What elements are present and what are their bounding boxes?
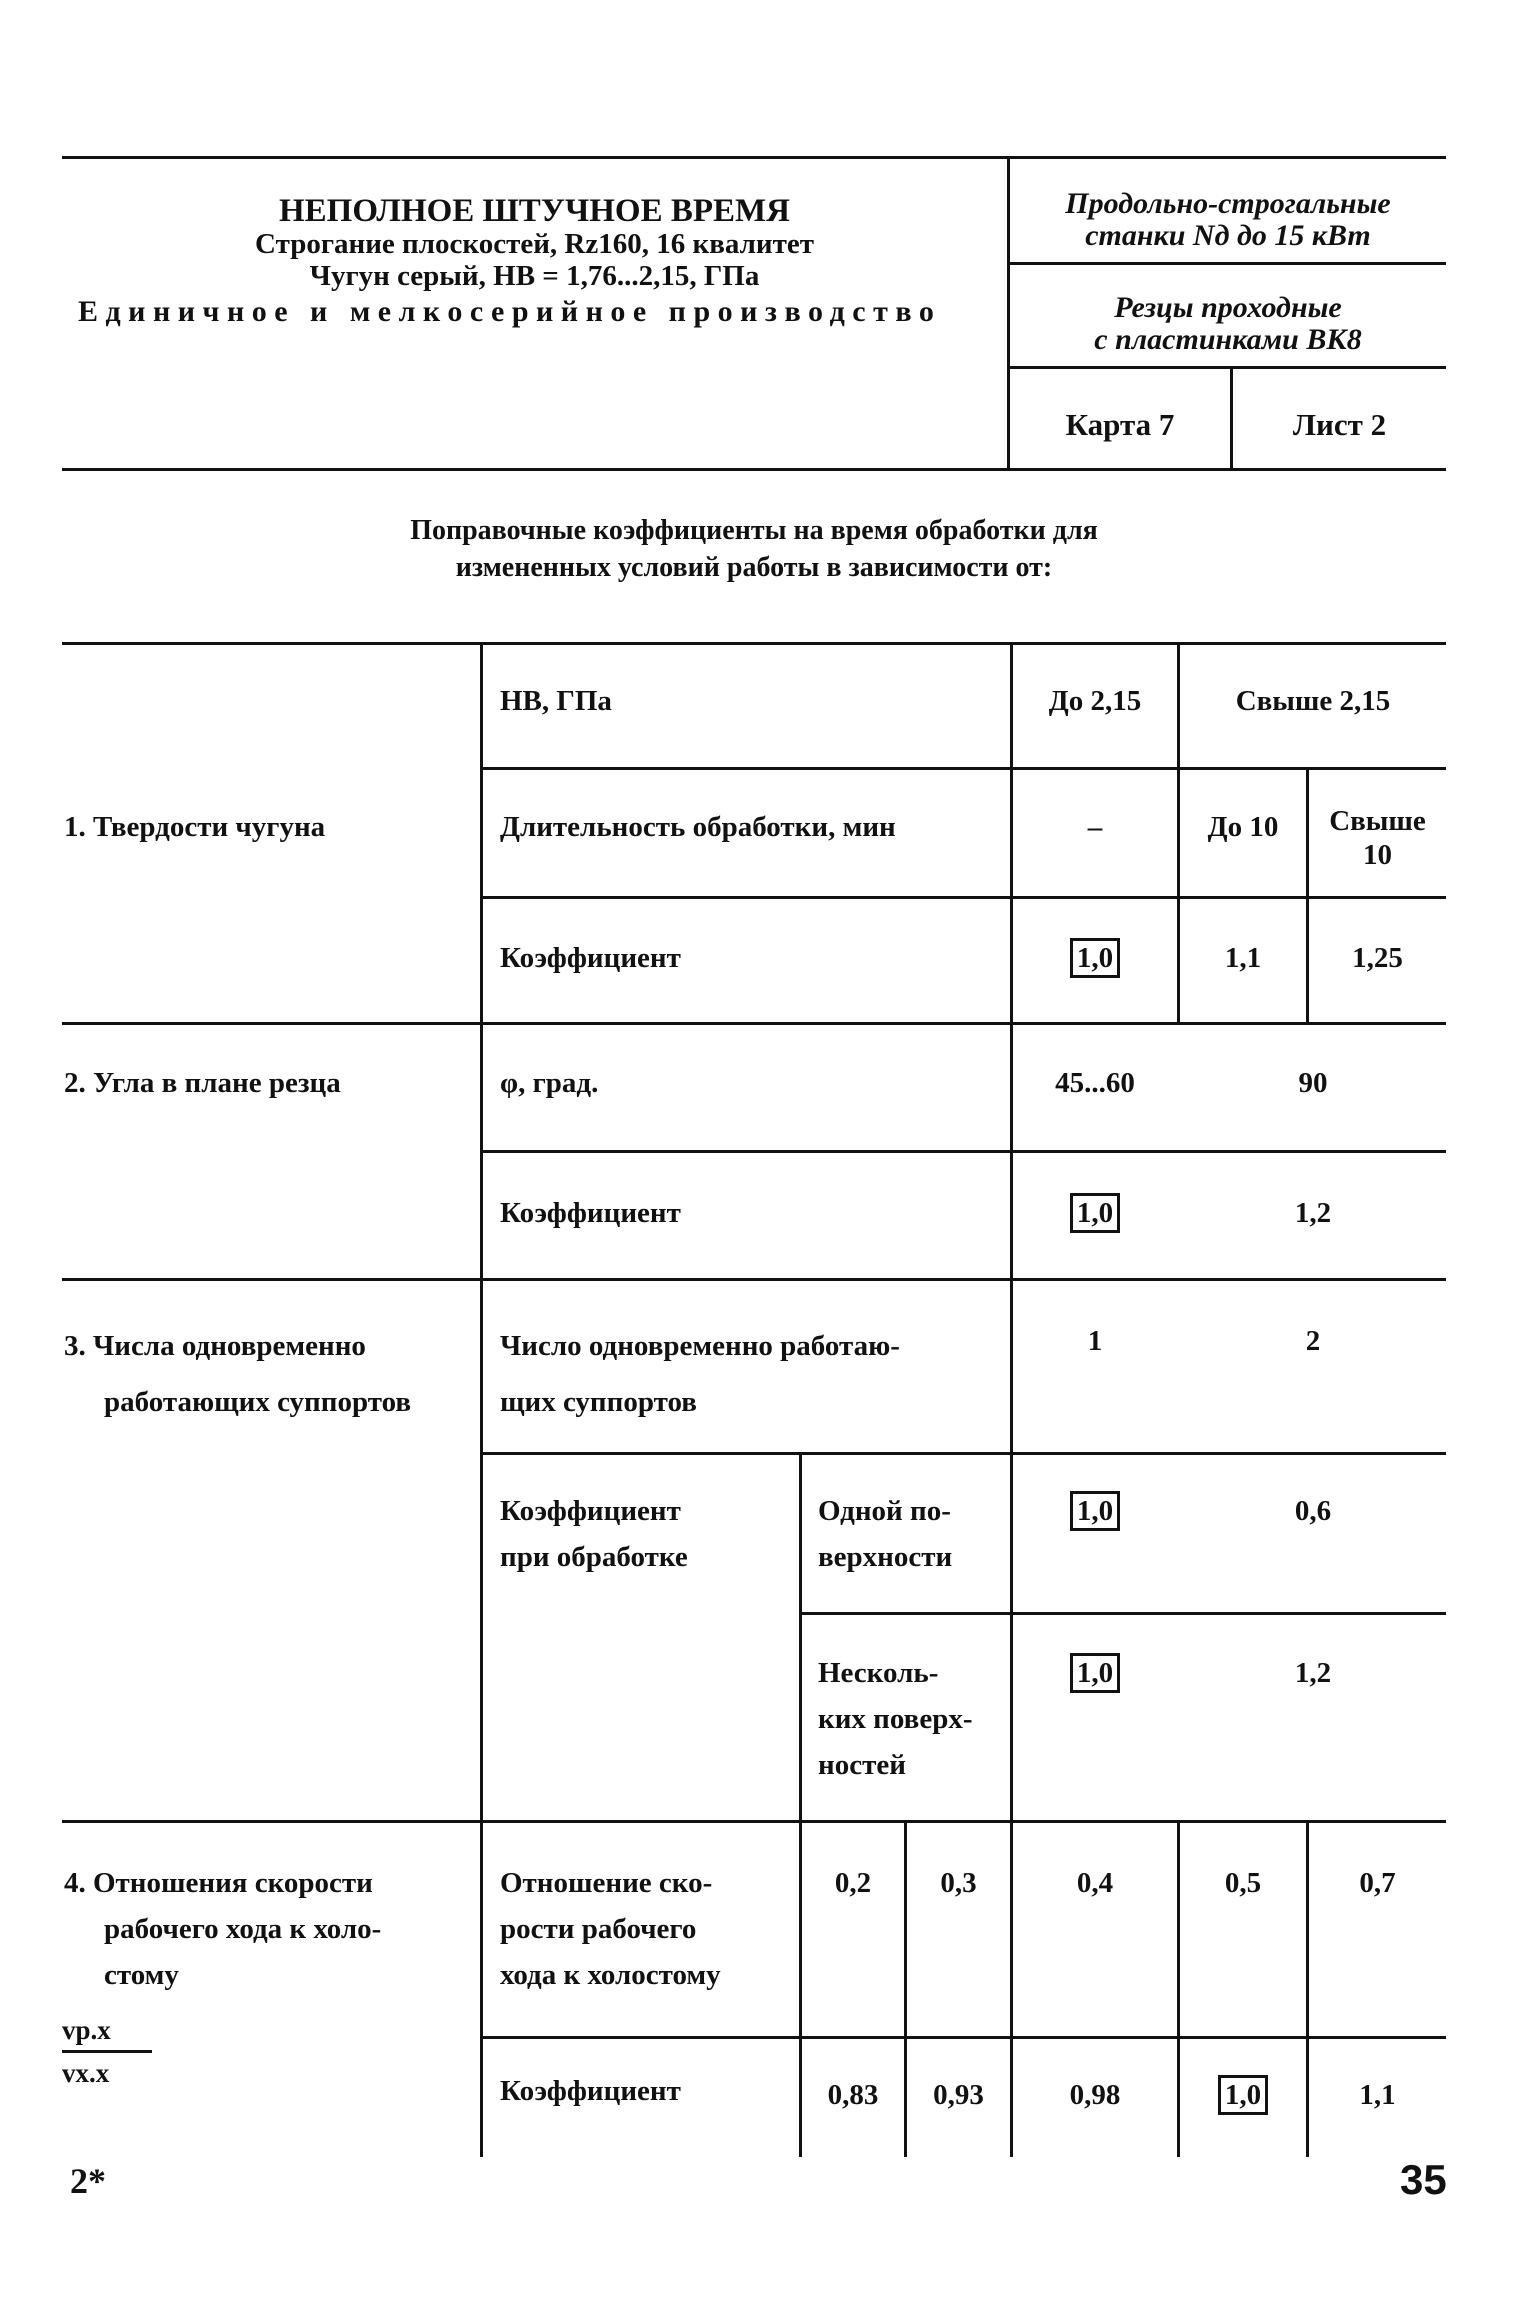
several-surfaces-label: Несколь- ких поверх- ностей [818, 1657, 973, 1781]
signature-mark: 2* [70, 2161, 106, 2201]
duration-dash: – [1087, 811, 1103, 843]
ratio-coefficient: 0,83 [827, 2079, 879, 2111]
boxed-value: 1,0 [1070, 1653, 1120, 1693]
hardness-label: НВ, ГПа [500, 685, 612, 717]
material-line: Чугун серый, НВ = 1,76...2,15, ГПа [309, 260, 760, 292]
production-type: Единичное и мелкосерийное производство [78, 295, 942, 328]
tool-line-2: с пластинками ВК8 [1094, 323, 1362, 356]
section-2-name: 2. Угла в плане резца [64, 1067, 341, 1099]
fraction-denominator: vх.х [62, 2058, 110, 2088]
boxed-value: 1,0 [1070, 1193, 1120, 1233]
several-surfaces-base [1013, 1650, 1177, 1696]
page-number: 35 [1400, 2156, 1447, 2203]
fraction-numerator: vр.х [62, 2015, 111, 2045]
ratio-value: 0,5 [1224, 1867, 1262, 1899]
section-4-name: 4. Отношения скорости рабочего хода к холо- стому [64, 1867, 382, 1991]
ratio-coefficient: 0,98 [1069, 2079, 1121, 2111]
ratio-coefficient: 0,93 [933, 2079, 984, 2111]
boxed-value: 1,0 [1070, 1491, 1120, 1531]
speed-ratio-fraction [62, 2010, 152, 2093]
duration-up-to-10: До 10 [1207, 811, 1279, 843]
duration-label: Длительность обработки, мин [500, 811, 896, 843]
angle-v1: 45...60 [1055, 1067, 1135, 1099]
angle-v2: 90 [1298, 1067, 1328, 1099]
sheet-number: Лист 2 [1292, 407, 1387, 442]
section-heading-line-2: измененных условий работы в зависимости от: [455, 552, 1053, 583]
ratio-coefficient: 1,1 [1359, 2079, 1396, 2111]
duration-over-10: Свыше 10 [1329, 805, 1426, 871]
header-right-rule-2 [1007, 366, 1446, 369]
machine-line-2: станки Nд до 15 кВт [1085, 219, 1371, 252]
hardness-over: Свыше 2,15 [1235, 685, 1391, 717]
coefficient-label-4: Коэффициент [500, 2075, 681, 2107]
angle-label: φ, град. [500, 1067, 599, 1099]
coefficient-processing-label: Коэффициент при обработке [500, 1495, 688, 1573]
hardness-up-to: До 2,15 [1048, 685, 1142, 717]
ratio-value: 0,2 [834, 1867, 872, 1899]
card-number: Карта 7 [1065, 407, 1175, 442]
one-surface-base [1013, 1488, 1177, 1534]
coefficient-1-base [1013, 935, 1177, 981]
one-surface-label: Одной по- верхности [818, 1495, 953, 1573]
ratio-coefficient-base [1180, 2072, 1306, 2118]
operation-line: Строгание плоскостей, Rz160, 16 квалитет [255, 228, 814, 260]
section-heading-line-1: Поправочные коэффициенты на время обработки для [410, 515, 1098, 546]
tool-line-1: Резцы проходные [1114, 291, 1342, 324]
supports-count-label: Число одновременно работаю- щих суппортов [500, 1330, 900, 1418]
boxed-value: 1,0 [1070, 938, 1120, 978]
document-title: НЕПОЛНОЕ ШТУЧНОЕ ВРЕМЯ [278, 193, 790, 229]
header-top-rule [62, 156, 1446, 159]
section-1-name: 1. Твердости чугуна [64, 811, 326, 843]
supports-v1: 1 [1087, 1325, 1103, 1357]
supports-v2: 2 [1305, 1325, 1321, 1357]
ratio-value: 0,3 [940, 1867, 977, 1899]
coefficient-2-base [1013, 1190, 1177, 1236]
boxed-value: 1,0 [1218, 2075, 1268, 2115]
header-bottom-rule [62, 468, 1446, 471]
machine-line-1: Продольно-строгальные [1065, 187, 1391, 220]
speed-ratio-label: Отношение ско- рости рабочего хода к холостому [500, 1867, 721, 1991]
several-surfaces-v2: 1,2 [1294, 1657, 1332, 1689]
coefficient-label-2: Коэффициент [500, 1197, 681, 1229]
ratio-value: 0,4 [1076, 1867, 1114, 1899]
coefficient-1-v2: 1,1 [1224, 942, 1262, 974]
section-3-name: 3. Числа одновременно работающих суппортов [64, 1330, 412, 1418]
coefficient-2-v2: 1,2 [1294, 1197, 1332, 1229]
ratio-value: 0,7 [1359, 1867, 1396, 1899]
one-surface-v2: 0,6 [1294, 1495, 1332, 1527]
coefficient-label-1: Коэффициент [500, 942, 681, 974]
header-right-rule-1 [1007, 262, 1446, 265]
coefficient-1-v3: 1,25 [1352, 942, 1403, 974]
